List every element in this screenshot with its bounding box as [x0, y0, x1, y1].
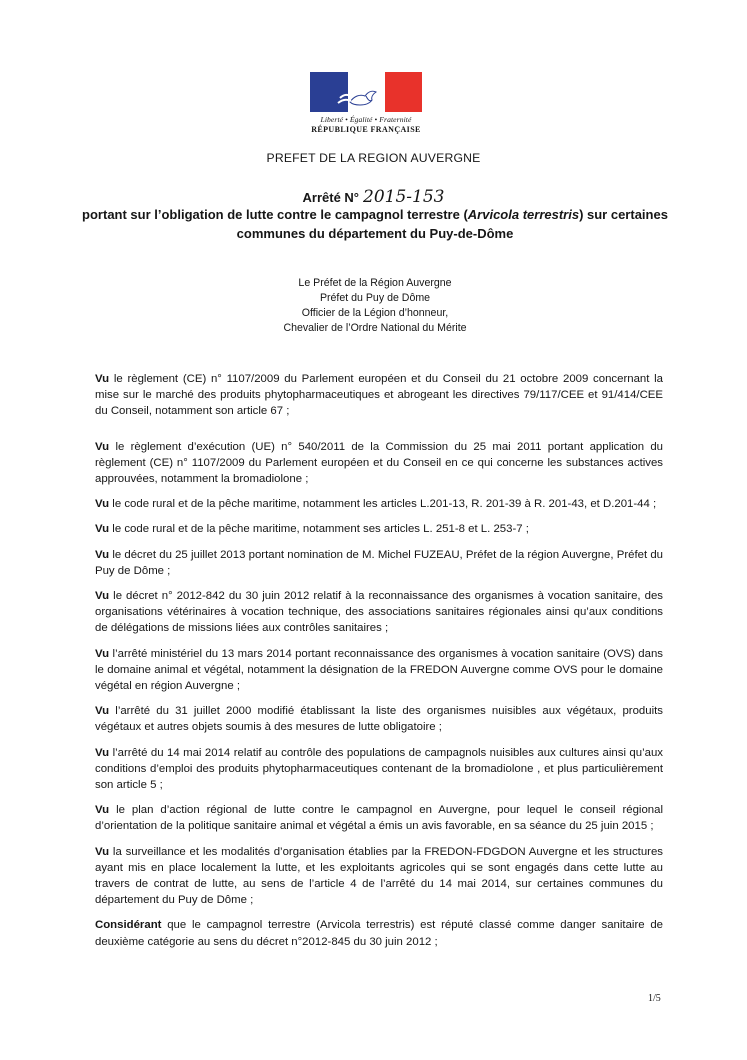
signatory-block [200, 276, 550, 336]
title-text-1: portant sur l’obligation de lutte contre le campagnol terrestre ( [82, 207, 468, 222]
recital-paragraph: Vu le règlement (CE) n° 1107/2009 du Parlement européen et du Conseil du 21 octobre 2009 concernant la mise sur le marché des produits phytopharmaceutiques et abrogeant les directives 79/117/CEE et 91/414/CEE du Conseil, notamment son article 67 ; [95, 373, 663, 418]
title-species-italic: Arvicola terrestris [467, 207, 580, 222]
signatory-line: Officier de la Légion d’honneur, [301, 307, 449, 319]
recital-paragraph: Vu le décret du 25 juillet 2013 portant nomination de M. Michel FUZEAU, Préfet de la région Auvergne, Préfet du Puy de Dôme ; [95, 548, 663, 577]
recital-paragraph: Vu l’arrêté ministériel du 13 mars 2014 portant reconnaissance des organismes à vocation sanitaire (OVS) dans le domaine animal et végétal, notamment la désignation de la FREDON Auvergne comme OVS pour le domaine végétal en région Auvergne ; [95, 647, 663, 693]
recital-paragraph: Vu le code rural et de la pêche maritime, notamment les articles L.201-13, R. 201-39 à R. 201-43, et D.201-44 ; [95, 498, 657, 511]
title-text-2: ) sur certaines communes du département du Puy-de-Dôme [236, 207, 668, 241]
republic-name: RÉPUBLIQUE FRANÇAISE [311, 125, 421, 134]
recital-paragraph: Vu le plan d’action régional de lutte contre le campagnol en Auvergne, pour lequel le conseil régional d’orientation de la politique sanitaire animal et végétal a émis un avis favorable, en sa séance du 25 juin 2015 ; [95, 804, 663, 833]
recitals-body [95, 371, 663, 950]
decree-number-line [0, 187, 747, 207]
recital-paragraph: Vu l’arrêté du 14 mai 2014 relatif au contrôle des populations de campagnols nuisibles aux cultures ainsi qu’aux conditions d’emploi des produits phytopharmaceutiques contenant de la bromadiolone , et plus particulièrement son article 5 ; [95, 746, 663, 792]
marianne-profile-icon [310, 72, 422, 112]
recital-paragraph: Vu le règlement d’exécution (UE) n° 540/2011 de la Commission du 25 mai 2011 portant application du règlement (CE) n° 1107/2009 du Parlement européen et du Conseil en ce qui concerne les substances actives approuvées, notamment la bromadiolone ; [95, 440, 663, 486]
recital-paragraph: Vu le décret n° 2012-842 du 30 juin 2012 relatif à la reconnaissance des organismes à vocation sanitaire, des organisations vétérinaires à vocation technique, des associations sanitaires régionales ainsi qu’aux conditions de délégations de missions liées aux contrôles sanitaires ; [95, 590, 663, 635]
republic-motto: Liberté • Égalité • Fraternité [320, 115, 412, 124]
decree-title [80, 205, 670, 243]
recital-paragraph: Vu l’arrêté du 31 juillet 2000 modifié établissant la liste des organismes nuisibles aux végétaux, produits végétaux et autres objets soumis à des mesures de lutte obligatoire ; [95, 705, 663, 734]
marianne-flag-emblem [310, 72, 422, 112]
page-number: 1/5 [648, 993, 661, 1004]
considering-paragraph: Considérant que le campagnol terrestre (Arvicola terrestris) est réputé classé comme danger sanitaire de deuxième catégorie au sens du décret n°2012-845 du 30 juin 2012 ; [95, 919, 663, 948]
recital-paragraph: Vu la surveillance et les modalités d’organisation établies par la FREDON-FDGDON Auvergne et les structures ayant mis en place localement la lutte, et les exploitants agricoles qui se sont engagés dans cette lutte au travers de contrat de lutte, au sens de l’article 4 de l’arrêté du 14 mai 2014, sur certaines communes du département du Puy de Dôme ; [95, 845, 663, 907]
signatory-line: Préfet du Puy de Dôme [319, 292, 431, 304]
signatory-line: Chevalier de l’Ordre National du Mérite [283, 322, 467, 334]
signatory-line: Le Préfet de la Région Auvergne [298, 277, 452, 289]
decree-label: Arrêté N° [302, 190, 360, 205]
decree-number-handwritten: 2015-153 [363, 187, 445, 207]
prefecture-heading: PREFET DE LA REGION AUVERGNE [266, 151, 481, 165]
republique-francaise-logo [308, 72, 424, 134]
recital-paragraph: Vu le code rural et de la pêche maritime, notamment ses articles L. 251-8 et L. 253-7 ; [95, 523, 529, 536]
